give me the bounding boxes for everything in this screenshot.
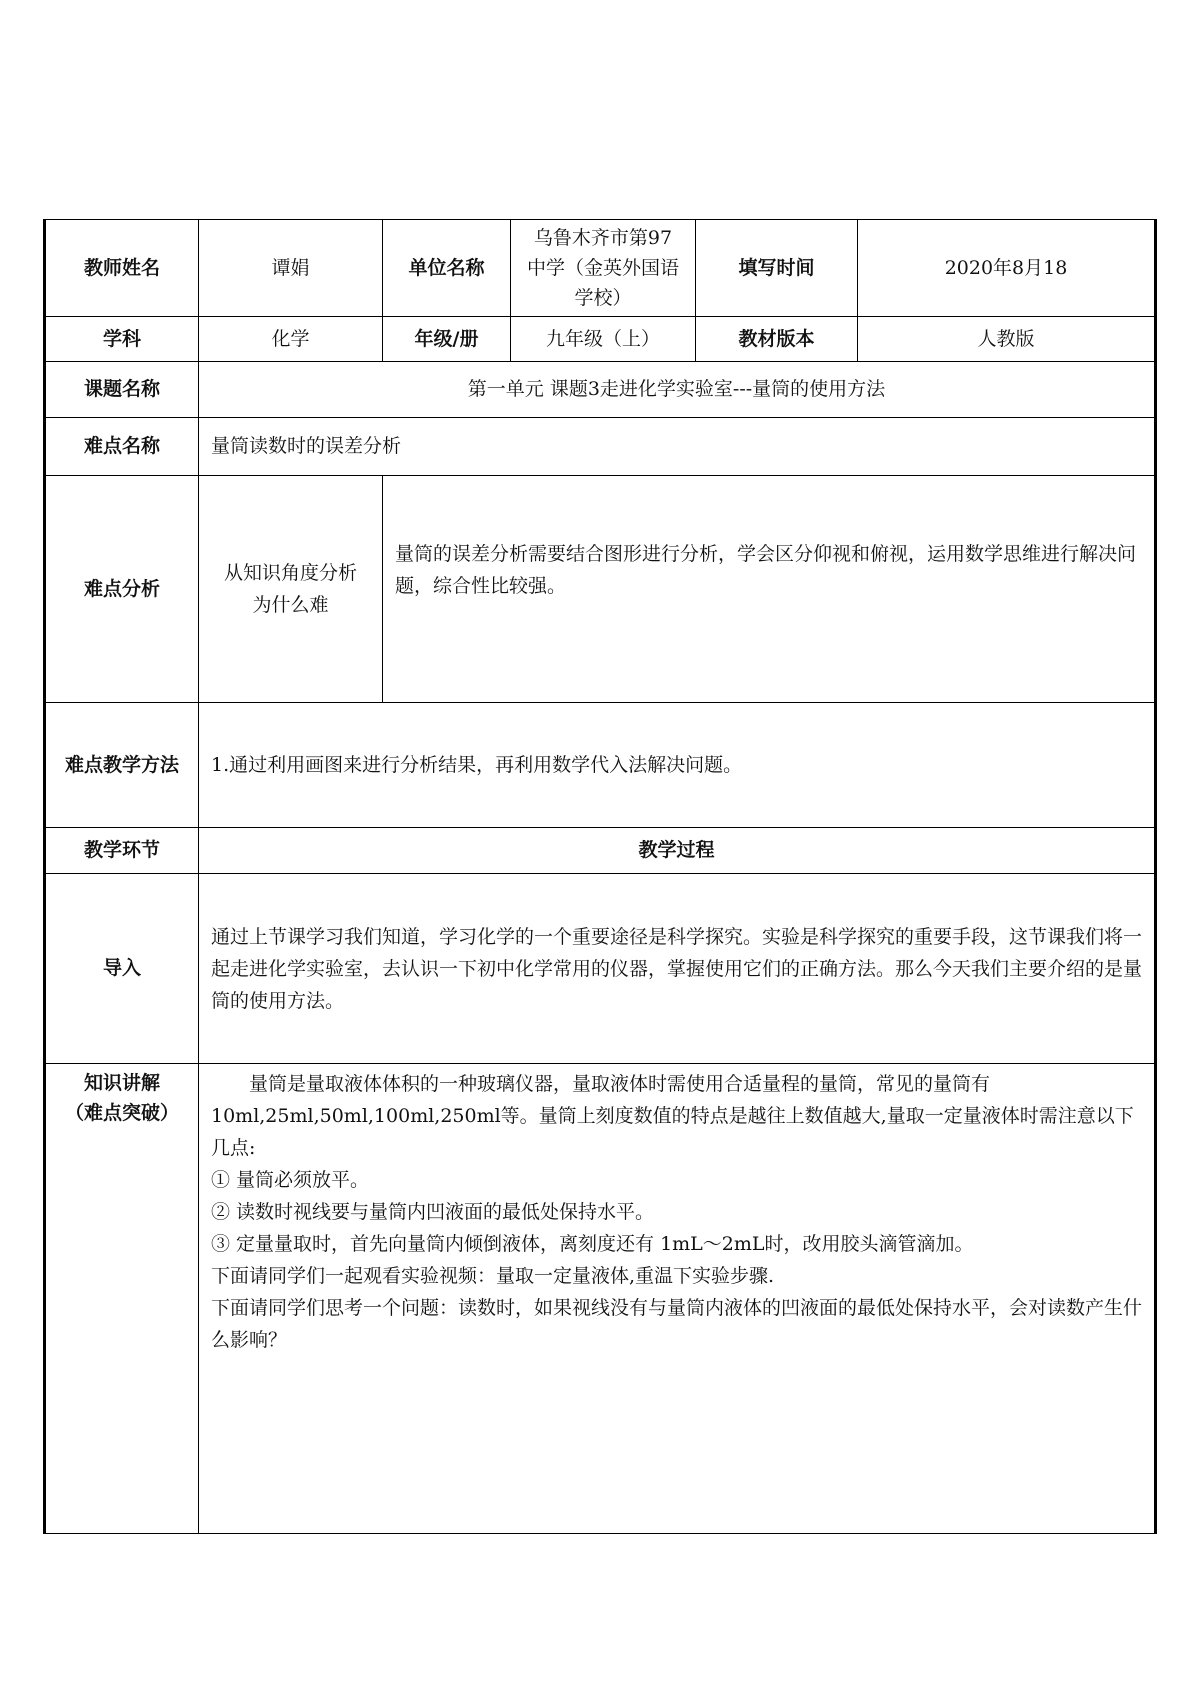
header-row-1	[45, 220, 1156, 317]
knowledge-content	[199, 1064, 1156, 1534]
subject-value: 化学	[199, 317, 383, 362]
knowledge-label-line1: 知识讲解	[83, 1072, 160, 1094]
grade-label: 年级/册	[383, 317, 511, 362]
difficulty-value: 量筒读数时的误差分析	[199, 418, 1156, 476]
teacher-label: 教师姓名	[45, 220, 199, 317]
unit-label: 单位名称	[383, 220, 511, 317]
topic-label: 课题名称	[45, 362, 199, 418]
analysis-row	[45, 476, 1156, 703]
topic-value: 第一单元 课题3走进化学实验室---量筒的使用方法	[199, 362, 1156, 418]
difficulty-row	[45, 418, 1156, 476]
teacher-value: 谭娟	[199, 220, 383, 317]
unit-value: 乌鲁木齐市第97中学（金英外国语学校）	[511, 220, 696, 317]
method-row	[45, 703, 1156, 828]
intro-value: 通过上节课学习我们知道，学习化学的一个重要途径是科学探究。实验是科学探究的重要手段，这节课我们将一起走进化学实验室，去认识一下初中化学常用的仪器，掌握使用它们的正确方法。那么今天我们主要介绍的是量筒的使用方法。	[199, 874, 1156, 1064]
analysis-value: 量筒的误差分析需要结合图形进行分析，学会区分仰视和俯视，运用数学思维进行解决问题，综合性比较强。	[383, 476, 1156, 703]
method-label: 难点教学方法	[45, 703, 199, 828]
grade-value: 九年级（上）	[511, 317, 696, 362]
knowledge-point-2: ② 读数时视线要与量筒内凹液面的最低处保持水平。	[211, 1201, 655, 1223]
knowledge-label-line2: （难点突破）	[64, 1102, 179, 1124]
stage-label: 教学环节	[45, 828, 199, 874]
edition-label: 教材版本	[696, 317, 858, 362]
knowledge-point-1: ① 量筒必须放平。	[211, 1169, 370, 1191]
knowledge-question: 下面请同学们思考一个问题：读数时，如果视线没有与量筒内液体的凹液面的最低处保持水平，会对读数产生什么影响？	[211, 1297, 1143, 1351]
header-row-2	[45, 317, 1156, 362]
date-value: 2020年8月18	[858, 220, 1156, 317]
subject-label: 学科	[45, 317, 199, 362]
intro-row	[45, 874, 1156, 1064]
analysis-label: 难点分析	[45, 476, 199, 703]
knowledge-video-note: 下面请同学们一起观看实验视频：量取一定量液体,重温下实验步骤.	[211, 1265, 775, 1287]
knowledge-row	[45, 1064, 1156, 1534]
method-value: 1.通过利用画图来进行分析结果，再利用数学代入法解决问题。	[199, 703, 1156, 828]
difficulty-label: 难点名称	[45, 418, 199, 476]
intro-label: 导入	[45, 874, 199, 1064]
lesson-plan-table	[43, 219, 1157, 1534]
knowledge-point-3: ③ 定量量取时，首先向量筒内倾倒液体，离刻度还有 1mL～2mL时，改用胶头滴管滴加。	[211, 1233, 974, 1255]
date-label: 填写时间	[696, 220, 858, 317]
edition-value: 人教版	[858, 317, 1156, 362]
topic-row	[45, 362, 1156, 418]
process-label: 教学过程	[199, 828, 1156, 874]
analysis-sub-label: 从知识角度分析为什么难	[199, 476, 383, 703]
knowledge-paragraph-1: 量筒是量取液体体积的一种玻璃仪器，量取液体时需使用合适量程的量筒，常见的量筒有10ml,25ml,50ml,100ml,250ml等。量筒上刻度数值的特点是越往上数值越大,量取一定量液体时需注意以下几点:	[211, 1073, 1134, 1159]
knowledge-label	[45, 1064, 199, 1534]
process-header-row	[45, 828, 1156, 874]
